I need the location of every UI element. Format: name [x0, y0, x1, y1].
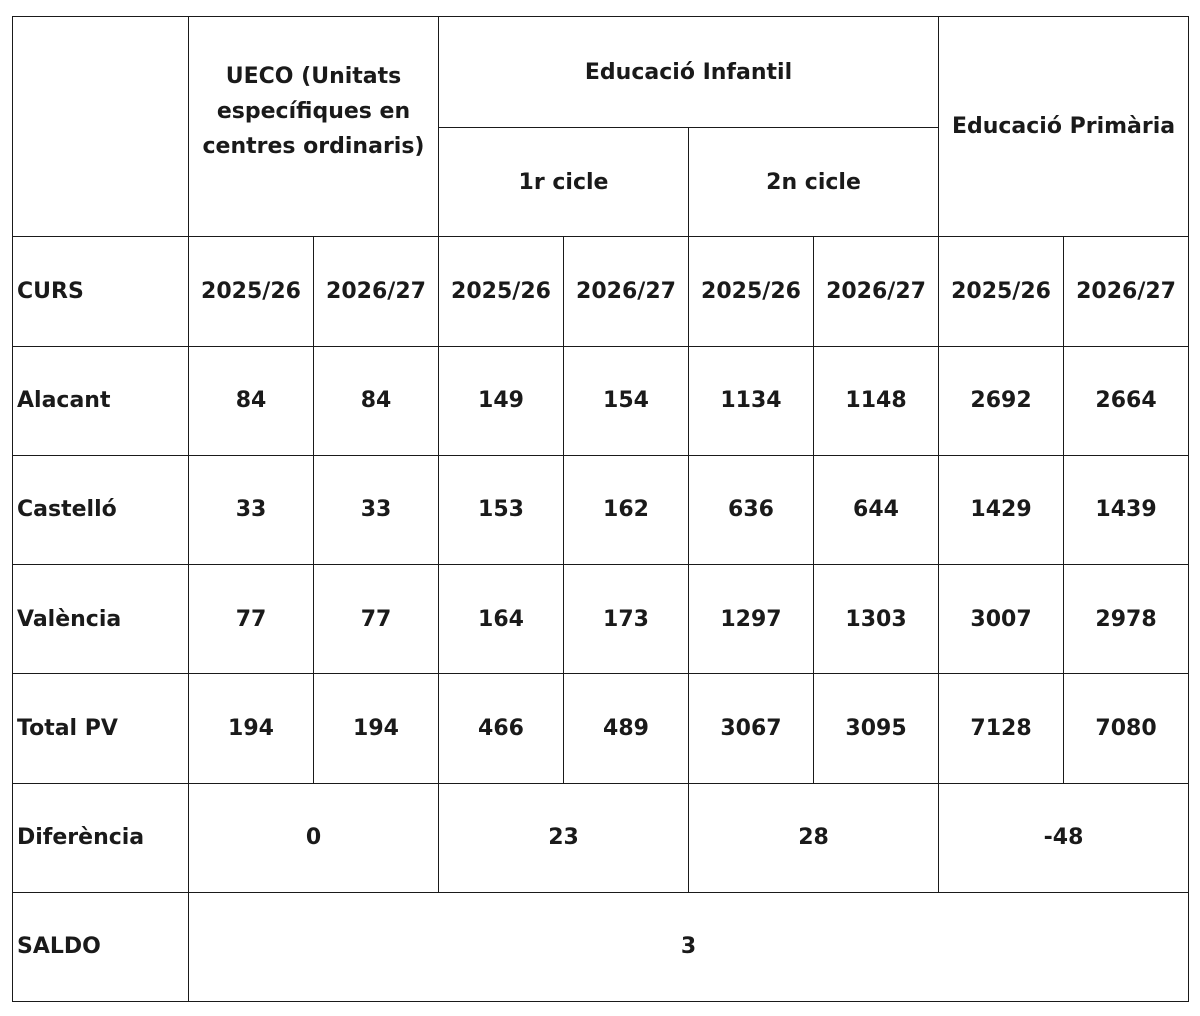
curs-label: CURS	[13, 237, 189, 346]
year-cell: 2026/27	[814, 237, 939, 346]
value-cell: 1134	[689, 346, 814, 455]
value-cell: 173	[564, 565, 689, 674]
cicle2-header: 2n cicle	[689, 128, 939, 237]
row-label: València	[13, 565, 189, 674]
year-cell: 2025/26	[189, 237, 314, 346]
value-cell: 84	[189, 346, 314, 455]
value-cell: 1297	[689, 565, 814, 674]
diferencia-cell: 28	[689, 783, 939, 892]
value-cell: 2664	[1064, 346, 1189, 455]
value-cell: 194	[314, 674, 439, 783]
diferencia-row	[13, 783, 1189, 892]
infantil-header: Educació Infantil	[439, 17, 939, 128]
year-cell: 2026/27	[564, 237, 689, 346]
value-cell: 3007	[939, 565, 1064, 674]
saldo-row	[13, 892, 1189, 1001]
year-cell: 2025/26	[439, 237, 564, 346]
year-cell: 2026/27	[314, 237, 439, 346]
value-cell: 162	[564, 455, 689, 564]
row-label: Alacant	[13, 346, 189, 455]
row-label: SALDO	[13, 892, 189, 1001]
value-cell: 77	[314, 565, 439, 674]
corner-cell	[13, 17, 189, 237]
value-cell: 149	[439, 346, 564, 455]
value-cell: 77	[189, 565, 314, 674]
value-cell: 84	[314, 346, 439, 455]
value-cell: 33	[314, 455, 439, 564]
value-cell: 154	[564, 346, 689, 455]
value-cell: 2978	[1064, 565, 1189, 674]
ueco-header: UECO (Unitats específiques en centres ordinaris)	[189, 17, 439, 237]
value-cell: 7128	[939, 674, 1064, 783]
primaria-header: Educació Primària	[939, 17, 1189, 237]
year-cell: 2026/27	[1064, 237, 1189, 346]
cicle1-header: 1r cicle	[439, 128, 689, 237]
value-cell: 7080	[1064, 674, 1189, 783]
value-cell: 194	[189, 674, 314, 783]
value-cell: 3095	[814, 674, 939, 783]
table-row	[13, 565, 1189, 674]
value-cell: 164	[439, 565, 564, 674]
enrollment-table	[12, 16, 1189, 1002]
value-cell: 466	[439, 674, 564, 783]
value-cell: 3067	[689, 674, 814, 783]
value-cell: 1303	[814, 565, 939, 674]
row-label: Total PV	[13, 674, 189, 783]
value-cell: 1429	[939, 455, 1064, 564]
saldo-cell: 3	[189, 892, 1189, 1001]
table-row	[13, 455, 1189, 564]
header-row-1	[13, 17, 1189, 128]
value-cell: 2692	[939, 346, 1064, 455]
value-cell: 1439	[1064, 455, 1189, 564]
value-cell: 1148	[814, 346, 939, 455]
year-cell: 2025/26	[939, 237, 1064, 346]
value-cell: 636	[689, 455, 814, 564]
diferencia-cell: 0	[189, 783, 439, 892]
curs-row	[13, 237, 1189, 346]
total-row	[13, 674, 1189, 783]
year-cell: 2025/26	[689, 237, 814, 346]
diferencia-cell: -48	[939, 783, 1189, 892]
row-label: Castelló	[13, 455, 189, 564]
value-cell: 644	[814, 455, 939, 564]
value-cell: 489	[564, 674, 689, 783]
value-cell: 153	[439, 455, 564, 564]
diferencia-cell: 23	[439, 783, 689, 892]
value-cell: 33	[189, 455, 314, 564]
table-row	[13, 346, 1189, 455]
row-label: Diferència	[13, 783, 189, 892]
